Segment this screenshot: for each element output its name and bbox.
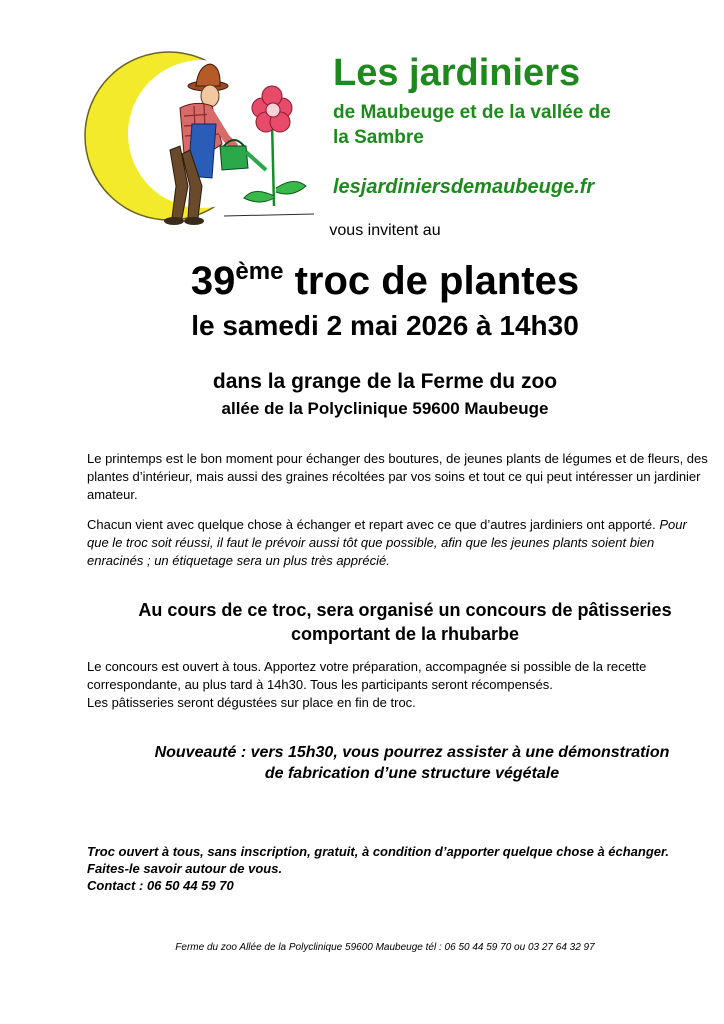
organization-subtitle bbox=[333, 100, 693, 150]
intro-paragraph-2-plain: Chacun vient avec quelque chose à échanger et repart avec ce que d’autres jardiniers ont apporté. bbox=[87, 517, 660, 532]
event-title-text: troc de plantes bbox=[283, 259, 580, 303]
novelty-announcement bbox=[0, 742, 724, 784]
subtitle-line-2: la Sambre bbox=[333, 127, 424, 148]
gardener-moon-logo bbox=[84, 46, 324, 226]
event-address: allée de la Polyclinique 59600 Maubeuge bbox=[221, 399, 549, 418]
invite-text: vous invitent au bbox=[329, 222, 441, 239]
contest-heading-line-1: Au cours de ce troc, sera organisé un concours de pâtisseries bbox=[138, 600, 672, 620]
contest-line-2: Les pâtisseries seront dégustées sur place en fin de troc. bbox=[87, 695, 416, 710]
event-title bbox=[0, 258, 724, 304]
novelty-line-2: de fabrication d’une structure végétale bbox=[264, 765, 560, 782]
event-date: le samedi 2 mai 2026 à 14h30 bbox=[191, 310, 579, 341]
intro-paragraph-1: Le printemps est le bon moment pour échanger des boutures, de jeunes plants de légumes et de fleurs, des plantes d’intérieur, mais aussi des graines récoltées par vos soins et tout ce qui peut intéresser un jardinier amateur. bbox=[87, 451, 708, 502]
intro-paragraph-2 bbox=[87, 516, 712, 570]
novelty-line-1: Nouveauté : vers 15h30, vous pourrez assister à une démonstration bbox=[154, 744, 670, 761]
footer-address: Ferme du zoo Allée de la Polyclinique 59600 Maubeuge tél : 06 50 44 59 70 ou 03 27 64 32 97 bbox=[175, 942, 595, 953]
contact-phone: Contact : 06 50 44 59 70 bbox=[87, 878, 234, 893]
contest-line-1: Le concours est ouvert à tous. Apportez votre préparation, accompagnée si possible de la recette correspondante, au plus tard à 14h30. Tous les participants seront récompensés. bbox=[87, 659, 647, 692]
event-venue: dans la grange de la Ferme du zoo bbox=[212, 370, 558, 393]
event-number: 39 bbox=[190, 259, 236, 303]
contest-heading bbox=[0, 598, 724, 646]
open-info-text: Troc ouvert à tous, sans inscription, gratuit, à condition d’apporter quelque chose à échanger. Faites-le savoir autour de vous. bbox=[87, 844, 669, 876]
intro-paragraph-2-italic: Pour que le troc soit réussi, il faut le prévoir aussi tôt que possible, afin que les jeunes plants soient bien enracinés ; un étiquetage sera un plus très apprécié. bbox=[87, 517, 687, 568]
event-ordinal: ème bbox=[235, 258, 284, 285]
contest-paragraph bbox=[87, 658, 712, 712]
subtitle-line-1: de Maubeuge et de la vallée de bbox=[333, 102, 611, 123]
organization-title: Les jardiniers bbox=[333, 52, 581, 94]
troc-open-info bbox=[87, 843, 712, 894]
contest-heading-line-2: comportant de la rhubarbe bbox=[290, 624, 520, 644]
website-link[interactable]: lesjardiniersdemaubeuge.fr bbox=[333, 176, 595, 198]
